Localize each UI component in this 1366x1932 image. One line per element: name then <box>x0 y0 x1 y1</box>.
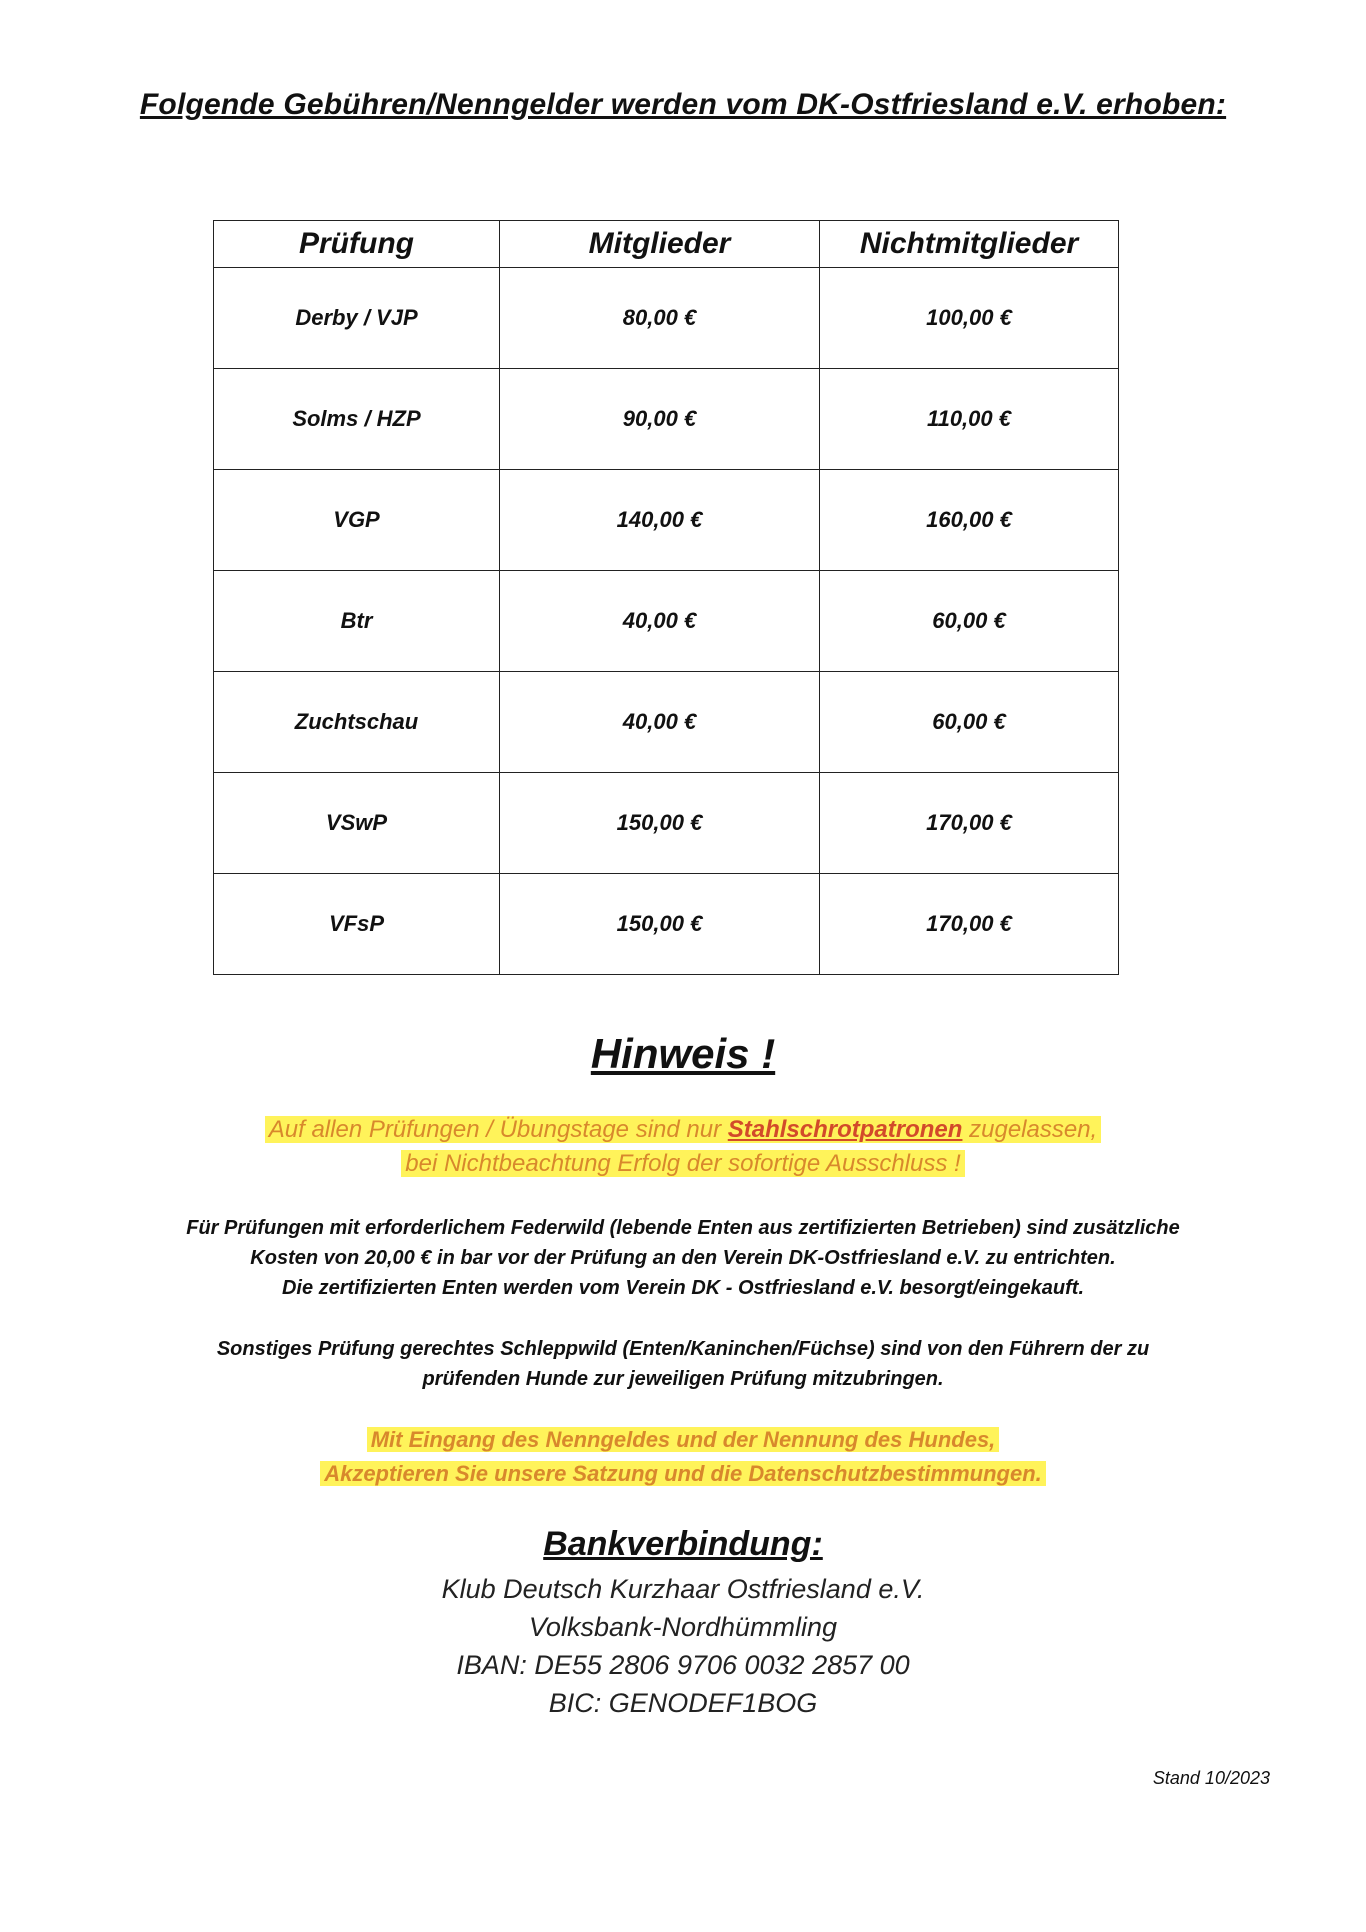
paragraph-line: Die zertifizierten Enten werden vom Verein DK - Ostfriesland e.V. besorgt/eingekauft. <box>281 1277 1085 1299</box>
cell-nichtmitglieder: 60,00 € <box>820 672 1119 773</box>
cell-pruefung: Zuchtschau <box>214 672 500 773</box>
page-heading: Folgende Gebühren/Nenngelder werden vom DK-Ostfriesland e.V. erhoben: <box>139 88 1227 121</box>
cell-mitglieder: 90,00 € <box>500 369 820 470</box>
warning-text: Auf allen Prüfungen / Übungstage sind nur <box>268 1116 728 1143</box>
table-row <box>214 672 1119 773</box>
cell-pruefung: Derby / VJP <box>214 268 500 369</box>
table-row <box>214 773 1119 874</box>
warning-emphasis: Stahlschrotpatronen <box>727 1116 963 1143</box>
ammo-warning <box>0 1113 1366 1181</box>
acceptance-notice <box>0 1423 1366 1491</box>
cell-pruefung: VGP <box>214 470 500 571</box>
paragraph-line: prüfenden Hunde zur jeweiligen Prüfung mitzubringen. <box>422 1368 944 1390</box>
table-row <box>214 369 1119 470</box>
table-row <box>214 874 1119 975</box>
paragraph-line: Kosten von 20,00 € in bar vor der Prüfung an den Verein DK-Ostfriesland e.V. zu entrichten. <box>250 1247 1116 1269</box>
header-mitglieder: Mitglieder <box>500 221 820 268</box>
acceptance-line: Mit Eingang des Nenngeldes und der Nennung des Hundes, <box>367 1427 1000 1452</box>
cell-nichtmitglieder: 110,00 € <box>820 369 1119 470</box>
paragraph-line: Für Prüfungen mit erforderlichem Federwild (lebende Enten aus zertifizierten Betrieben) sind zusätzliche <box>186 1217 1180 1239</box>
warning-line-1 <box>265 1116 1101 1143</box>
bank-bic: BIC: GENODEF1BOG <box>548 1688 818 1718</box>
cell-pruefung: VSwP <box>214 773 500 874</box>
cell-pruefung: VFsP <box>214 874 500 975</box>
table-header-row <box>214 221 1119 268</box>
cell-pruefung: Btr <box>214 571 500 672</box>
cell-nichtmitglieder: 60,00 € <box>820 571 1119 672</box>
paragraph-line: Sonstiges Prüfung gerechtes Schleppwild (Enten/Kaninchen/Füchse) sind von den Führern der zu <box>216 1338 1150 1360</box>
cell-mitglieder: 150,00 € <box>500 773 820 874</box>
cell-mitglieder: 150,00 € <box>500 874 820 975</box>
cell-nichtmitglieder: 170,00 € <box>820 874 1119 975</box>
cell-mitglieder: 40,00 € <box>500 672 820 773</box>
fee-table <box>213 220 1119 975</box>
cell-pruefung: Solms / HZP <box>214 369 500 470</box>
stand-date: Stand 10/2023 <box>1152 1768 1270 1788</box>
acceptance-line: Akzeptieren Sie unsere Satzung und die Datenschutzbestimmungen. <box>320 1461 1046 1486</box>
schleppwild-paragraph <box>0 1334 1366 1394</box>
cell-mitglieder: 80,00 € <box>500 268 820 369</box>
warning-text: zugelassen, <box>962 1116 1098 1143</box>
warning-line-2: bei Nichtbeachtung Erfolg der sofortige Ausschluss ! <box>401 1150 964 1177</box>
bank-iban: IBAN: DE55 2806 9706 0032 2857 00 <box>456 1650 910 1680</box>
cell-nichtmitglieder: 100,00 € <box>820 268 1119 369</box>
cell-nichtmitglieder: 160,00 € <box>820 470 1119 571</box>
cell-mitglieder: 140,00 € <box>500 470 820 571</box>
cell-mitglieder: 40,00 € <box>500 571 820 672</box>
hinweis-title: Hinweis ! <box>590 1030 776 1077</box>
header-pruefung: Prüfung <box>214 221 500 268</box>
table-row <box>214 268 1119 369</box>
table-row <box>214 470 1119 571</box>
bank-account-holder: Klub Deutsch Kurzhaar Ostfriesland e.V. <box>441 1574 925 1604</box>
bank-title: Bankverbindung: <box>543 1525 823 1563</box>
header-nichtmitglieder: Nichtmitglieder <box>820 221 1119 268</box>
table-row <box>214 571 1119 672</box>
bank-name: Volksbank-Nordhümmling <box>528 1612 838 1642</box>
federwild-paragraph <box>0 1213 1366 1303</box>
cell-nichtmitglieder: 170,00 € <box>820 773 1119 874</box>
